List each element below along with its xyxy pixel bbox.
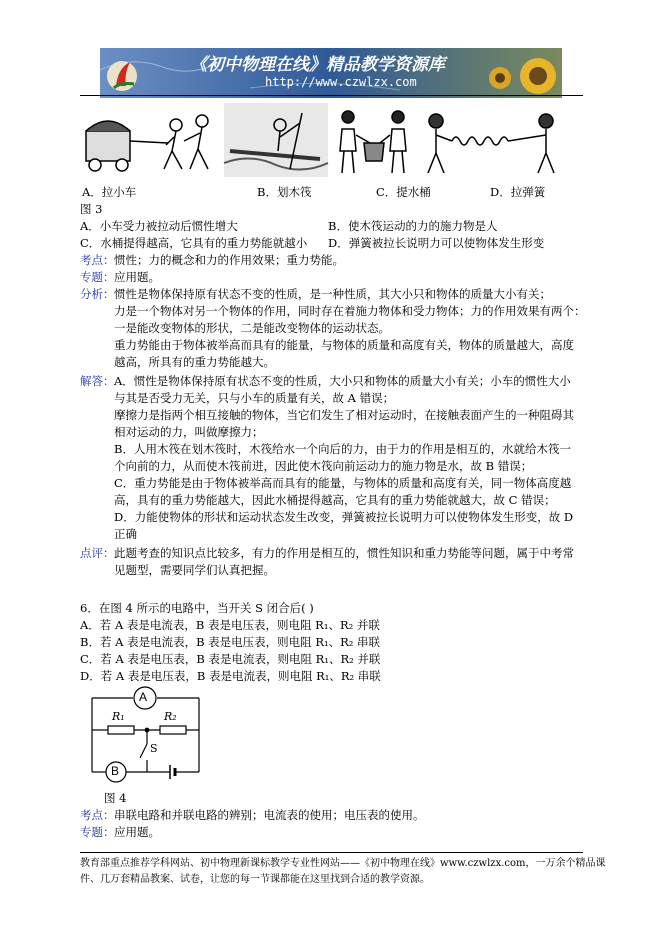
meter-a-label: A: [139, 690, 148, 704]
q5-jieda-line: 相对运动的力，叫做摩擦力；: [114, 425, 264, 439]
r1-label: R₁: [112, 710, 125, 723]
banner-url[interactable]: http://www.czwlzx.com: [265, 75, 417, 89]
figure-3-option-c: C．提水桶: [376, 185, 431, 199]
q5-dianping-line: 此题考查的知识点比较多，有力的作用是相互的，惯性知识和重力势能等问题，属于中考常: [114, 546, 574, 560]
q5-choice-c: C．水桶提得越高，它具有的重力势能就越小: [80, 236, 308, 250]
q5-fenxi-line: 惯性是物体保持原有状态不变的性质，是一种性质，其大小只和物体的质量大小有关；: [114, 287, 551, 301]
header-banner: [100, 48, 562, 98]
q5-choice-d: D．弹簧被拉长说明力可以使物体发生形变: [328, 236, 545, 250]
q5-choice-a: A．小车受力被拉动后惯性增大: [80, 219, 238, 233]
switch-s-icon: [140, 744, 147, 758]
header-rule: [80, 95, 583, 96]
q5-zhuanti-label: 专题：: [80, 270, 115, 284]
q5-jieda-line: 与其是否受力无关，只与小车的质量有关，故 A 错误；: [114, 391, 395, 405]
q6-choice-c: C．若 A 表是电压表，B 表是电流表，则电阻 R₁、R₂ 并联: [80, 652, 381, 666]
footer-line: 件、几万套精品教案、试卷，让您的每一节课都能在这里找到合适的教学资源。: [80, 874, 430, 885]
figure-3-option-d: D．拉弹簧: [490, 185, 546, 199]
site-logo-icon: [107, 61, 137, 91]
q5-jieda-line: A．惯性是物体保持原有状态不变的性质，大小只和物体的质量大小有关；小车的惯性大小: [114, 374, 571, 388]
figure-3-caption: 图 3: [80, 202, 103, 216]
figure-4-caption: 图 4: [104, 791, 127, 805]
q6-zhuanti-text: 应用题。: [114, 825, 160, 839]
switch-label: S: [150, 742, 158, 755]
q5-jieda-line: 摩擦力是指两个相互接触的物体，当它们发生了相对运动时，在接触表面产生的一种阻碍其: [114, 408, 574, 422]
q5-dianping-line: 见题型，需要同学们认真把握。: [114, 563, 275, 577]
raft-illustration: [224, 103, 328, 177]
resistor-r1-icon: [108, 726, 134, 734]
q5-fenxi-line: 重力势能由于物体被举高而具有的能量，与物体的质量和高度有关，物体的质量越大，高度: [114, 338, 574, 352]
carry-bucket-illustration: [340, 111, 406, 173]
q5-jieda-line: 高，具有的重力势能越大，因此水桶提得越高，它具有的重力势能就越大，故 C 错误；: [114, 493, 556, 507]
banner-title: 《初中物理在线》精品教学资源库: [190, 55, 445, 75]
q6-choice-b: B．若 A 表是电流表，B 表是电压表，则电阻 R₁、R₂ 串联: [80, 635, 381, 649]
q6-stem: 6．在图 4 所示的电路中，当开关 S 闭合后( ): [80, 601, 314, 615]
r2-label: R₂: [164, 710, 177, 723]
q5-jieda-label: 解答：: [80, 374, 115, 388]
figure-3-illustrations: [80, 103, 580, 181]
q5-zhuanti-text: 应用题。: [114, 270, 160, 284]
pull-cart-illustration: [86, 115, 208, 171]
figure-3-option-a: A．拉小车: [82, 185, 137, 199]
q5-dianping-label: 点评：: [80, 546, 115, 560]
q5-choice-b: B．使木筏运动的力的施力物是人: [328, 219, 498, 233]
q6-kaodian-text: 串联电路和并联电路的辨别；电流表的使用；电压表的使用。: [114, 808, 425, 822]
pull-spring-illustration: [428, 114, 554, 173]
q5-kaodian-text: 惯性；力的概念和力的作用效果；重力势能。: [114, 253, 344, 267]
q5-fenxi-line: 力是一个物体对另一个物体的作用，同时存在着施力物体和受力物体；力的作用效果有两个：: [114, 304, 586, 318]
q5-fenxi-line: 越高，所具有的重力势能越大。: [114, 355, 275, 369]
q5-jieda-line: C．重力势能是由于物体被举高而具有的能量，与物体的质量和高度有关，同一物体高度越: [114, 476, 572, 490]
q5-fenxi-label: 分析：: [80, 287, 115, 301]
q5-kaodian-label: 考点：: [80, 253, 115, 267]
q6-zhuanti-label: 专题：: [80, 825, 115, 839]
q6-kaodian-label: 考点：: [80, 808, 115, 822]
footer-line: 教育部重点推荐学科网站、初中物理新课标教学专业性网站——《初中物理在线》www.czwlzx.com，一万余个精品课: [80, 858, 606, 869]
q5-fenxi-line: 一是能改变物体的形状，二是能改变物体的运动状态。: [114, 321, 390, 335]
circuit-diagram: [78, 686, 218, 786]
meter-b-label: B: [111, 764, 120, 778]
q6-choice-d: D．若 A 表是电压表，B 表是电流表，则电阻 R₁、R₂ 串联: [80, 669, 381, 683]
q5-jieda-line: B．人用木筏在划木筏时，木筏给水一个向后的力，由于力的作用是相互的，水就给木筏一: [114, 442, 571, 456]
figure-3-option-b: B．划木筏: [257, 185, 312, 199]
q6-choice-a: A．若 A 表是电流表，B 表是电压表，则电阻 R₁、R₂ 并联: [80, 618, 380, 632]
footer-rule: [80, 852, 583, 853]
resistor-r2-icon: [160, 726, 186, 734]
q5-jieda-line: 个向前的力，从而使木筏前进，因此使木筏向前运动力的施力物是水，故 B 错误；: [114, 459, 533, 473]
q5-jieda-line: D．力能使物体的形状和运动状态发生改变，弹簧被拉长说明力可以使物体发生形变，故 D: [114, 510, 574, 524]
q5-jieda-line: 正确: [114, 527, 137, 541]
